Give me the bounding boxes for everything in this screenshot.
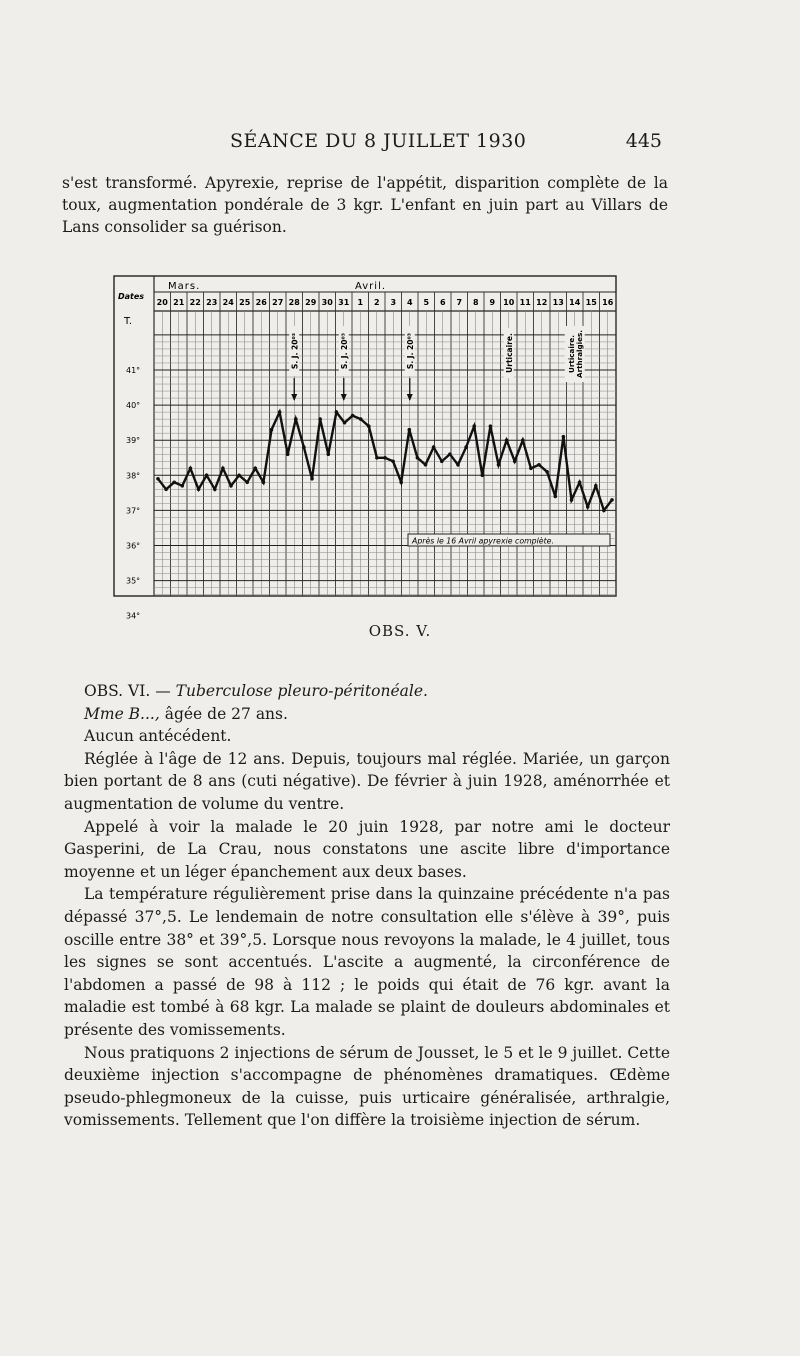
injection-label: S. J. 20⁰³	[290, 332, 300, 370]
ytick-label: 37°	[126, 506, 141, 516]
obs-heading	[64, 680, 670, 703]
temperature-point	[408, 428, 412, 432]
day-label: 5	[423, 298, 430, 307]
day-label: 13	[552, 298, 564, 307]
temperature-point	[156, 477, 160, 481]
day-label: 29	[305, 298, 317, 307]
day-label: 22	[189, 298, 201, 307]
figure-caption: OBS. V.	[368, 622, 432, 640]
temperature-point	[481, 474, 485, 478]
temperature-point	[181, 484, 185, 488]
body-paragraph: Réglée à l'âge de 12 ans. Depuis, toujours mal réglée. Mariée, un garçon bien portant de 8 ans (cuti négative). De février à juin 1928, aménorrhée et augmentation de volume du ventre.	[64, 749, 670, 813]
temperature-point	[497, 463, 501, 467]
injection-label: S. J. 20⁰³	[405, 332, 415, 370]
day-label: 24	[222, 298, 234, 307]
day-label: 7	[456, 298, 463, 307]
injection-arrowhead	[341, 394, 347, 401]
ytick-label: 35°	[126, 576, 141, 586]
temperature-point	[286, 452, 290, 456]
month-label-avril: Avril.	[355, 281, 387, 292]
day-label: 20	[156, 298, 168, 307]
day-label: 11	[519, 298, 531, 307]
day-label: 6	[439, 298, 446, 307]
temperature-point	[229, 484, 233, 488]
apyrexie-note: Après le 16 Avril apyrexie complète.	[412, 536, 554, 546]
temp-header-label: T.	[124, 316, 133, 327]
day-label: 27	[272, 298, 284, 307]
day-label: 3	[390, 298, 397, 307]
temperature-point	[172, 481, 176, 485]
urticaire-label: Urticaire.	[504, 333, 514, 373]
day-label: 31	[338, 298, 350, 307]
temperature-point	[521, 438, 525, 442]
temperature-point	[562, 435, 566, 439]
temperature-point	[578, 481, 582, 485]
day-label: 26	[255, 298, 267, 307]
chart-grid	[114, 276, 616, 596]
day-label: 30	[321, 298, 333, 307]
temperature-point	[164, 488, 168, 492]
temperature-chart	[112, 274, 618, 621]
temperature-point	[432, 445, 436, 449]
day-label: 25	[239, 298, 251, 307]
day-label: 14	[569, 298, 581, 307]
temperature-point	[262, 481, 266, 485]
injection-arrowhead	[291, 394, 297, 401]
temperature-point	[464, 445, 468, 449]
day-label: 9	[489, 298, 496, 307]
temperature-point	[489, 424, 493, 428]
temperature-point	[529, 467, 533, 471]
temperature-point	[399, 481, 403, 485]
temperature-point	[537, 463, 541, 467]
running-header	[230, 130, 670, 156]
temperature-point	[602, 509, 606, 513]
temperature-point	[189, 467, 193, 471]
temperature-point	[327, 452, 331, 456]
injection-label: S. J. 20⁰³	[339, 332, 349, 370]
temperature-point	[448, 452, 452, 456]
temperature-point	[213, 488, 217, 492]
temperature-chart-svg	[112, 274, 618, 621]
chart-annotations	[289, 326, 585, 401]
temperature-point	[586, 505, 590, 509]
temperature-point	[472, 424, 476, 428]
temperature-point	[302, 445, 306, 449]
urticaire-arthralgies-label: Arthralgies.	[574, 329, 584, 379]
running-title: SÉANCE DU 8 JUILLET 1930	[230, 130, 527, 152]
temperature-point	[391, 460, 395, 464]
ytick-label: 36°	[126, 541, 141, 551]
ytick-label: 39°	[126, 436, 141, 446]
temperature-point	[245, 481, 249, 485]
obs-heading-prefix: OBS. VI. —	[84, 682, 176, 700]
day-label: 28	[288, 298, 300, 307]
temperature-point	[505, 438, 509, 442]
day-label: 16	[602, 298, 614, 307]
page-number: 445	[625, 130, 662, 152]
temperature-point	[456, 463, 460, 467]
temperature-point	[335, 410, 339, 414]
temperature-point	[554, 495, 558, 499]
temperature-point	[375, 456, 379, 460]
temperature-point	[197, 488, 201, 492]
temperature-point	[278, 410, 282, 414]
temperature-tick-labels	[126, 366, 140, 621]
temperature-point	[416, 456, 420, 460]
patient-line	[64, 703, 670, 726]
obs-heading-title: Tuberculose pleuro-péritonéale.	[175, 682, 428, 700]
temperature-point	[570, 498, 574, 502]
dates-header-label: Dates	[118, 292, 145, 301]
ytick-label: 38°	[126, 471, 141, 481]
day-label: 15	[585, 298, 597, 307]
injection-arrowhead	[407, 394, 413, 401]
ytick-label: 41°	[126, 366, 141, 375]
ytick-label: 40°	[126, 401, 141, 411]
day-label: 4	[406, 298, 413, 307]
patient-name: Mme B...,	[84, 704, 160, 723]
temperature-point	[440, 460, 444, 464]
temperature-point	[383, 456, 387, 460]
temperature-point	[594, 484, 598, 488]
temperature-point	[513, 460, 517, 464]
temperature-point	[351, 414, 355, 418]
day-label: 23	[206, 298, 218, 307]
temperature-point	[221, 467, 225, 471]
body-paragraph: Nous pratiquons 2 injections de sérum de Jousset, le 5 et le 9 juillet. Cette deuxième injection s'accompagne de phénomènes dramatiques. Œdème pseudo-phlegmoneux de la cuisse, puis urticaire généralisée, arthralgie, vomissements. Tellement que l'on diffère la troisième injection de sérum.	[64, 1043, 670, 1130]
body-paragraph: La température régulièrement prise dans la quinzaine précédente n'a pas dépassé 37°,5. Le lendemain de notre consultation elle s'élève à 39°, puis oscille entre 38° et 39°,5. Lorsque nous revoyons la malade, le 4 juillet, tous les signes se sont accentués. L'ascite a augmenté, la circonférence de l'abdomen a passé de 98 à 112 ; le poids qui était de 76 kgr. avant la maladie est tombé à 68 kgr. La malade se plaint de douleurs abdominales et présente des vomissements.	[64, 885, 670, 1039]
temperature-point	[610, 498, 614, 502]
urticaire-arthralgies-label: Urticaire.	[566, 334, 576, 374]
day-label: 8	[472, 298, 479, 307]
body-text	[64, 680, 670, 1132]
month-label-mars: Mars.	[168, 281, 201, 292]
temperature-point	[367, 424, 371, 428]
day-label: 12	[536, 298, 548, 307]
temperature-point	[237, 474, 241, 478]
chart-frame	[114, 276, 616, 596]
temperature-point	[318, 417, 322, 421]
ytick-label: 34°	[126, 611, 141, 621]
day-label: 21	[173, 298, 185, 307]
temperature-point	[545, 470, 549, 474]
temperature-point	[205, 474, 209, 478]
temperature-point	[294, 417, 298, 421]
day-label: 10	[503, 298, 515, 307]
temperature-point	[424, 463, 428, 467]
temperature-point	[270, 428, 274, 432]
temperature-point	[310, 477, 314, 481]
day-label: 2	[373, 298, 380, 307]
temperature-point	[359, 417, 363, 421]
temperature-point	[343, 421, 347, 425]
top-paragraph: s'est transformé. Apyrexie, reprise de l'appétit, disparition complète de la toux, augmentation pondérale de 3 kgr. L'enfant en juin part au Villars de Lans consolider sa guérison.	[62, 174, 668, 236]
temperature-point	[254, 467, 258, 471]
body-paragraph: Aucun antécédent.	[84, 727, 232, 746]
patient-age: âgée de 27 ans.	[159, 704, 288, 723]
body-paragraph: Appelé à voir la malade le 20 juin 1928, par notre ami le docteur Gasperini, de La Crau, nous constatons une ascite libre d'importance moyenne et un léger épanchement aux deux bases.	[64, 817, 670, 881]
day-label: 1	[357, 298, 364, 307]
